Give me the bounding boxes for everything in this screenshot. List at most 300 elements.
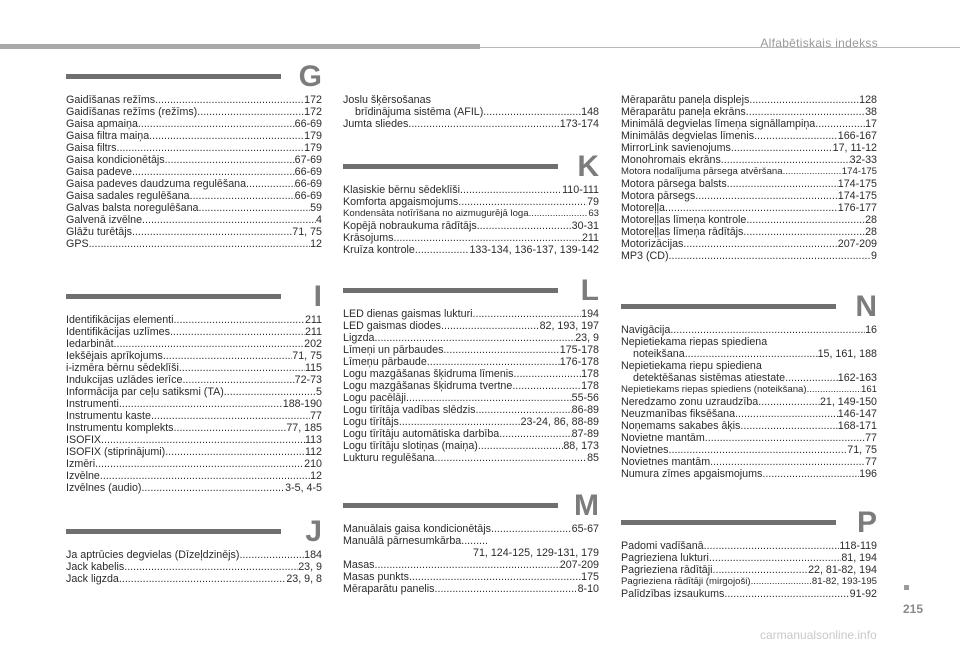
entry-leader-dots bbox=[749, 94, 859, 106]
entry-pages: 207-209 bbox=[837, 238, 877, 250]
entry-term: Galvas balsta noregulēšana bbox=[66, 202, 199, 214]
entry-term: Instrumentu komplekts bbox=[66, 422, 174, 434]
entry-pages: 23, 9 bbox=[298, 561, 322, 573]
entry-pages: 115 bbox=[304, 362, 322, 374]
entry-pages: 77, 185 bbox=[286, 422, 322, 434]
entry-leader-dots bbox=[141, 482, 285, 494]
entry-leader-dots bbox=[375, 332, 576, 344]
entry-pages: 59 bbox=[310, 202, 322, 214]
index-entry bbox=[621, 226, 877, 238]
index-entry bbox=[621, 202, 877, 214]
index-entry bbox=[343, 208, 599, 220]
index-entry bbox=[621, 588, 877, 600]
entry-pages: 81, 194 bbox=[841, 552, 877, 564]
index-entry bbox=[343, 523, 599, 535]
section-divider bbox=[343, 288, 558, 293]
entry-term: Novietnes bbox=[621, 444, 669, 456]
entry-pages: 87-89 bbox=[571, 428, 599, 440]
entry-leader-dots bbox=[399, 416, 521, 428]
entry-term: Palīdzības izsaukums bbox=[621, 588, 725, 600]
entry-term: Neuzmanības fiksēšana bbox=[621, 408, 736, 420]
entry-term: Identifikācijas uzlīmes bbox=[66, 326, 170, 338]
entry-pages: 82, 193, 197 bbox=[539, 320, 599, 332]
section-header bbox=[343, 274, 599, 308]
section-letter: I bbox=[313, 280, 322, 313]
section-letter: M bbox=[574, 489, 599, 522]
entry-term: Nepietiekams riepas spiediens (noteikšana) bbox=[621, 384, 807, 395]
entry-pages: 175 bbox=[581, 571, 599, 583]
entry-term: Instrumentu kaste bbox=[66, 410, 151, 422]
entry-term: Motoreļļa bbox=[621, 202, 665, 214]
entry-pages: 3-5, 4-5 bbox=[285, 482, 322, 494]
index-entry bbox=[621, 564, 877, 576]
index-entry bbox=[343, 392, 599, 404]
index-entry bbox=[343, 220, 599, 232]
entry-term: Neredzamo zonu uzraudzība bbox=[621, 396, 759, 408]
entry-pages: 38 bbox=[865, 106, 877, 118]
index-entry bbox=[621, 444, 877, 456]
entry-leader-dots bbox=[406, 392, 572, 404]
entry-list bbox=[343, 308, 599, 464]
entry-leader-dots bbox=[239, 549, 304, 561]
entry-leader-dots bbox=[142, 214, 316, 226]
entry-leader-dots bbox=[709, 552, 841, 564]
index-entry bbox=[343, 244, 599, 256]
entry-term: i-izmēra bērnu sēdeklīši bbox=[66, 362, 179, 374]
entry-pages: 194 bbox=[581, 308, 599, 320]
entry-leader-dots bbox=[199, 202, 311, 214]
entry-term: noteikšana bbox=[633, 348, 685, 360]
entry-term: ISOFIX (stiprinājumi) bbox=[66, 446, 166, 458]
entry-leader-dots bbox=[477, 220, 572, 232]
entry-term: Izvēlne bbox=[66, 470, 100, 482]
section-l bbox=[343, 274, 599, 464]
entry-leader-dots bbox=[132, 226, 292, 238]
entry-pages: 23, 9, 8 bbox=[286, 573, 322, 585]
section-header bbox=[343, 150, 599, 184]
entry-pages: 63 bbox=[588, 208, 599, 219]
entry-list bbox=[621, 324, 877, 480]
entry-leader-dots bbox=[512, 380, 581, 392]
entry-leader-dots bbox=[114, 338, 305, 350]
entry-pages: 174-175 bbox=[841, 166, 877, 177]
index-entry bbox=[66, 458, 322, 470]
entry-pages: 176-178 bbox=[559, 356, 599, 368]
entry-leader-dots bbox=[475, 404, 571, 416]
entry-pages: 179 bbox=[304, 130, 322, 142]
entry-term: Kopējā nobraukuma rādītājs bbox=[343, 220, 477, 232]
entry-pages: 81-82, 193-195 bbox=[811, 576, 877, 587]
entry-term: Mēraparātu paneļa ekrāns bbox=[621, 106, 746, 118]
header-bar-left bbox=[0, 44, 480, 49]
entry-pages: 5 bbox=[316, 386, 322, 398]
entry-term: Līmeņi un pārbaudes bbox=[343, 344, 444, 356]
entry-term: Manuālais gaisa kondicionētājs bbox=[343, 523, 491, 535]
entry-pages: 112 bbox=[304, 446, 322, 458]
entry-leader-dots bbox=[89, 238, 311, 250]
entry-list bbox=[66, 314, 322, 494]
entry-leader-dots bbox=[408, 118, 559, 130]
entry-pages: 161 bbox=[860, 384, 877, 395]
entry-leader-dots bbox=[740, 420, 837, 432]
section-k bbox=[343, 150, 599, 256]
entry-leader-dots bbox=[163, 350, 292, 362]
section-divider bbox=[66, 529, 281, 534]
entry-term: Ligzda bbox=[343, 332, 375, 344]
entry-pages: 188-190 bbox=[282, 398, 322, 410]
entry-leader-dots bbox=[683, 238, 837, 250]
entry-pages: 15, 161, 188 bbox=[817, 348, 877, 360]
entry-pages: 66-69 bbox=[294, 190, 322, 202]
entry-pages: 30-31 bbox=[571, 220, 599, 232]
entry-pages: 86-89 bbox=[571, 404, 599, 416]
entry-leader-dots bbox=[393, 232, 581, 244]
entry-leader-dots bbox=[124, 561, 298, 573]
index-entry bbox=[621, 190, 877, 202]
section-i bbox=[66, 280, 322, 494]
entry-leader-dots bbox=[727, 178, 838, 190]
index-entry bbox=[66, 238, 322, 250]
entry-term: Kruīza kontrole bbox=[343, 244, 415, 256]
entry-term: ISOFIX bbox=[66, 434, 102, 446]
entry-leader-dots bbox=[95, 458, 304, 470]
entry-leader-dots bbox=[174, 314, 305, 326]
entry-leader-dots bbox=[746, 106, 865, 118]
entry-leader-dots bbox=[758, 396, 820, 408]
index-entry bbox=[66, 118, 322, 130]
entry-pages: 173-174 bbox=[559, 118, 599, 130]
entry-term: Identifikācijas elementi bbox=[66, 314, 174, 326]
entry-term: Novietne mantām bbox=[621, 432, 705, 444]
entry-heading-line: Manuālā pārnesumkārba......... bbox=[343, 535, 488, 547]
entry-term: Nepietiekama riepas spiediena bbox=[621, 336, 768, 348]
entry-leader-dots bbox=[783, 166, 842, 178]
entry-leader-dots bbox=[665, 202, 838, 214]
index-entry bbox=[343, 118, 599, 130]
entry-term: Gaisa padeves daudzuma regulēšana bbox=[66, 178, 247, 190]
entry-leader-dots bbox=[762, 468, 859, 480]
index-entry bbox=[621, 576, 877, 588]
entry-term: Masas bbox=[343, 559, 375, 571]
entry-leader-dots bbox=[746, 214, 865, 226]
entry-leader-dots bbox=[197, 106, 304, 118]
entry-pages: 166-167 bbox=[837, 130, 877, 142]
section-divider bbox=[66, 294, 281, 299]
section-divider bbox=[621, 304, 836, 309]
entry-leader-dots bbox=[754, 130, 838, 142]
entry-leader-dots bbox=[409, 571, 581, 583]
entry-leader-dots bbox=[116, 142, 304, 154]
entry-pages: 176-177 bbox=[837, 202, 877, 214]
entry-term: Iekšējais aprīkojums bbox=[66, 350, 163, 362]
entry-leader-dots bbox=[100, 470, 310, 482]
index-entry bbox=[66, 214, 322, 226]
entry-term: Izmēri bbox=[66, 458, 96, 470]
index-entry bbox=[343, 571, 599, 583]
entry-leader-dots bbox=[224, 386, 316, 398]
entry-leader-dots bbox=[179, 362, 305, 374]
index-entry bbox=[66, 362, 322, 374]
entry-term: Minimālās degvielas līmenis bbox=[621, 130, 755, 142]
index-entry bbox=[621, 468, 877, 480]
column-3 bbox=[621, 94, 877, 600]
entry-term: MP3 (CD) bbox=[621, 250, 669, 262]
entry-pages: 184 bbox=[304, 549, 322, 561]
entry-pages: 210 bbox=[304, 458, 322, 470]
entry-pages: 22, 81-82, 194 bbox=[808, 564, 877, 576]
entry-pages: 28 bbox=[865, 214, 877, 226]
entry-pages: 55-56 bbox=[571, 392, 599, 404]
entry-term: Motorizācijas bbox=[621, 238, 684, 250]
index-entry bbox=[66, 314, 322, 326]
index-entry bbox=[343, 320, 599, 332]
entry-leader-dots bbox=[182, 374, 294, 386]
entry-pages: 174-175 bbox=[837, 190, 877, 202]
index-entry bbox=[343, 380, 599, 392]
index-entry bbox=[621, 552, 877, 564]
entry-term: Gaisa sadales regulēšana bbox=[66, 190, 190, 202]
entry-term: Logu mazgāšanas šķidruma līmenis bbox=[343, 368, 514, 380]
index-entry bbox=[66, 410, 322, 422]
entry-term: Logu tīrītāju slotiņas (maiņa) bbox=[343, 440, 478, 452]
entry-term: Nepietiekama riepu spiediena bbox=[621, 360, 762, 372]
entry-pages: 17, 11-12 bbox=[832, 142, 877, 154]
entry-leader-dots bbox=[165, 154, 295, 166]
entry-leader-dots bbox=[427, 356, 560, 368]
index-entry bbox=[343, 196, 599, 208]
entry-term: Navigācija bbox=[621, 324, 671, 336]
entry-leader-dots bbox=[669, 250, 872, 262]
entry-term: GPS bbox=[66, 238, 89, 250]
entry-pages: 168-171 bbox=[837, 420, 877, 432]
section-letter: K bbox=[577, 150, 599, 183]
entry-list bbox=[343, 523, 599, 595]
index-entry bbox=[621, 420, 877, 432]
entry-leader-dots bbox=[710, 456, 865, 468]
entry-leader-dots bbox=[460, 184, 562, 196]
index-entry bbox=[343, 428, 599, 440]
entry-term: Motora pārsegs bbox=[621, 190, 696, 202]
entry-term: Ja aptrūcies degvielas (Dīzeļdzinējs) bbox=[66, 549, 240, 561]
entry-pages: 17 bbox=[865, 118, 877, 130]
entry-leader-dots bbox=[246, 178, 295, 190]
index-entry bbox=[621, 238, 877, 250]
column-1 bbox=[66, 60, 322, 585]
index-entry bbox=[343, 344, 599, 356]
section-m bbox=[343, 489, 599, 595]
entry-pages: 85 bbox=[587, 452, 599, 464]
section-g bbox=[66, 60, 322, 250]
entry-leader-dots bbox=[190, 190, 295, 202]
index-entry bbox=[66, 374, 322, 386]
entry-pages: 67-69 bbox=[294, 154, 322, 166]
entry-pages: 196 bbox=[859, 468, 877, 480]
entry-pages: 4 bbox=[316, 214, 322, 226]
entry-leader-dots bbox=[458, 196, 587, 208]
index-entry bbox=[66, 446, 322, 458]
entry-pages: 179 bbox=[304, 142, 322, 154]
entry-term: Informācija par ceļu satiksmi (TA) bbox=[66, 386, 224, 398]
entry-leader-dots bbox=[478, 440, 563, 452]
index-entry bbox=[621, 166, 877, 178]
entry-term: Klasiskie bērnu sēdeklīši bbox=[343, 184, 461, 196]
index-entry bbox=[621, 336, 877, 348]
index-entry bbox=[66, 422, 322, 434]
entry-term: Gaisa kondicionētājs bbox=[66, 154, 165, 166]
index-entry bbox=[343, 583, 599, 595]
entry-pages: 71, 75 bbox=[847, 444, 877, 456]
entry-pages: 211 bbox=[304, 326, 322, 338]
entry-term: Gaidīšanas režīms bbox=[66, 94, 156, 106]
entry-leader-dots bbox=[499, 428, 571, 440]
entry-term: Gaisa apmaiņa bbox=[66, 118, 138, 130]
entry-leader-dots bbox=[713, 564, 809, 576]
section-letter: J bbox=[305, 515, 322, 548]
section-header bbox=[66, 280, 322, 314]
entry-pages: 211 bbox=[581, 232, 599, 244]
index-entry bbox=[66, 398, 322, 410]
entry-term: Padomi vadīšanā bbox=[621, 540, 704, 552]
entry-sublist bbox=[343, 106, 599, 130]
entry-term: Gaisa filtra maiņa bbox=[66, 130, 150, 142]
entry-leader-dots bbox=[435, 583, 578, 595]
entry-term: Lukturu regulēšana bbox=[343, 452, 435, 464]
entry-leader-dots bbox=[165, 446, 305, 458]
entry-pages: 28 bbox=[865, 226, 877, 238]
index-entry bbox=[343, 106, 599, 118]
index-entry bbox=[66, 561, 322, 573]
index-entry bbox=[343, 416, 599, 428]
entry-pages: 12 bbox=[310, 470, 322, 482]
index-entry bbox=[621, 432, 877, 444]
section-header bbox=[66, 60, 322, 94]
entry-leader-dots bbox=[174, 422, 287, 434]
entry-list bbox=[66, 94, 322, 250]
index-entry bbox=[66, 482, 322, 494]
entry-leader-dots bbox=[743, 226, 865, 238]
index-entry bbox=[621, 178, 877, 190]
entry-term: Logu tīrītājs bbox=[343, 416, 399, 428]
entry-pages: 110-111 bbox=[562, 184, 599, 196]
entry-term: Glāžu turētājs bbox=[66, 226, 132, 238]
index-entry bbox=[66, 190, 322, 202]
entry-pages: 77 bbox=[310, 410, 322, 422]
entry-pages: 91-92 bbox=[849, 588, 877, 600]
entry-term: Numura zīmes apgaismojums bbox=[621, 468, 763, 480]
index-entry bbox=[621, 540, 877, 552]
index-entry bbox=[343, 184, 599, 196]
index-entry bbox=[66, 202, 322, 214]
entry-pages: 72-73 bbox=[294, 374, 322, 386]
index-entry bbox=[621, 324, 877, 336]
entry-leader-dots bbox=[119, 398, 283, 410]
index-entry bbox=[66, 130, 322, 142]
section-divider bbox=[343, 503, 558, 508]
index-entry bbox=[621, 408, 877, 420]
entry-term: Jumta sliedes bbox=[343, 118, 409, 130]
entry-term: Monohromais ekrāns bbox=[621, 154, 721, 166]
section-divider bbox=[621, 520, 836, 525]
entry-term: Logu mazgāšanas šķidruma tvertne bbox=[343, 380, 513, 392]
index-entry bbox=[343, 368, 599, 380]
entry-term: Noņemams sakabes āķis bbox=[621, 420, 741, 432]
entry-pages: 65-67 bbox=[571, 523, 599, 535]
index-entry bbox=[66, 573, 322, 585]
entry-term: Minimālā degvielas līmeņa signāllampiņa bbox=[621, 118, 816, 130]
entry-term: Motoreļļas līmeņa rādītājs bbox=[621, 226, 744, 238]
entry-pages: 162-163 bbox=[837, 372, 877, 384]
entry-leader-dots bbox=[170, 326, 305, 338]
entry-pages: 12 bbox=[310, 238, 322, 250]
entry-pages: 174-175 bbox=[837, 178, 877, 190]
entry-leader-dots bbox=[441, 320, 540, 332]
section-n bbox=[621, 290, 877, 480]
entry-leader-dots bbox=[751, 576, 812, 588]
index-entry bbox=[343, 308, 599, 320]
entry-term: Logu tīrītāja vadības slēdzis bbox=[343, 404, 476, 416]
section-letter: N bbox=[855, 290, 877, 323]
entry-term: Gaidīšanas režīms (režīms) bbox=[66, 106, 198, 118]
entry-pages: 23, 9 bbox=[575, 332, 599, 344]
section-divider bbox=[343, 164, 558, 169]
index-entry bbox=[621, 384, 877, 396]
entry-term: Motora nodalījuma pārsega atvēršana bbox=[621, 166, 783, 177]
entry-term: brīdinājuma sistēma (AFIL) bbox=[355, 106, 484, 118]
entry-pages: 211 bbox=[304, 314, 322, 326]
entry-leader-dots bbox=[443, 344, 559, 356]
entry-term: Motoreļļas līmeņa kontrole bbox=[621, 214, 747, 226]
index-entry bbox=[343, 232, 599, 244]
entry-term: Logu tīrītāju automātiska darbība bbox=[343, 428, 500, 440]
entry-pages: 32-33 bbox=[849, 154, 877, 166]
entry-term: Komforta apgaismojums bbox=[343, 196, 459, 208]
index-entry bbox=[66, 350, 322, 362]
entry-pages: 9 bbox=[871, 250, 877, 262]
index-entry bbox=[621, 154, 877, 166]
entry-term: Jack kabelis bbox=[66, 561, 125, 573]
index-entry bbox=[621, 396, 877, 408]
index-entry bbox=[621, 130, 877, 142]
index-entry bbox=[621, 360, 877, 372]
index-entry bbox=[66, 470, 322, 482]
entry-leader-dots bbox=[807, 384, 861, 396]
entry-leader-dots bbox=[138, 118, 295, 130]
entry-term: Logu pacēlāji bbox=[343, 392, 406, 404]
entry-leader-dots bbox=[132, 166, 295, 178]
index-entry bbox=[343, 356, 599, 368]
index-entry bbox=[66, 178, 322, 190]
entry-term: Motora pārsega balsts bbox=[621, 178, 727, 190]
entry-pages: 21, 149-150 bbox=[819, 396, 877, 408]
entry-leader-dots bbox=[149, 130, 304, 142]
corner-square-mark bbox=[904, 585, 909, 590]
entry-leader-dots bbox=[415, 244, 470, 256]
section-letter: G bbox=[298, 60, 322, 93]
index-entry bbox=[343, 440, 599, 452]
entry-pages: 133-134, 136-137, 139-142 bbox=[469, 244, 599, 256]
index-entry bbox=[621, 118, 877, 130]
index-entry bbox=[66, 386, 322, 398]
entry-heading-line: Joslu šķērsošanas bbox=[343, 94, 431, 106]
entry-pages: 8-10 bbox=[577, 583, 599, 595]
entry-term: LED dienas gaismas lukturi bbox=[343, 308, 473, 320]
entry-term: Jack ligzda bbox=[66, 573, 119, 585]
entry-list bbox=[343, 184, 599, 256]
entry-sublist bbox=[343, 559, 599, 595]
index-entry bbox=[66, 326, 322, 338]
entry-term: Pagrieziena lukturi bbox=[621, 552, 709, 564]
entry-pages-line: 71, 124-125, 129-131, 179 bbox=[473, 547, 599, 559]
